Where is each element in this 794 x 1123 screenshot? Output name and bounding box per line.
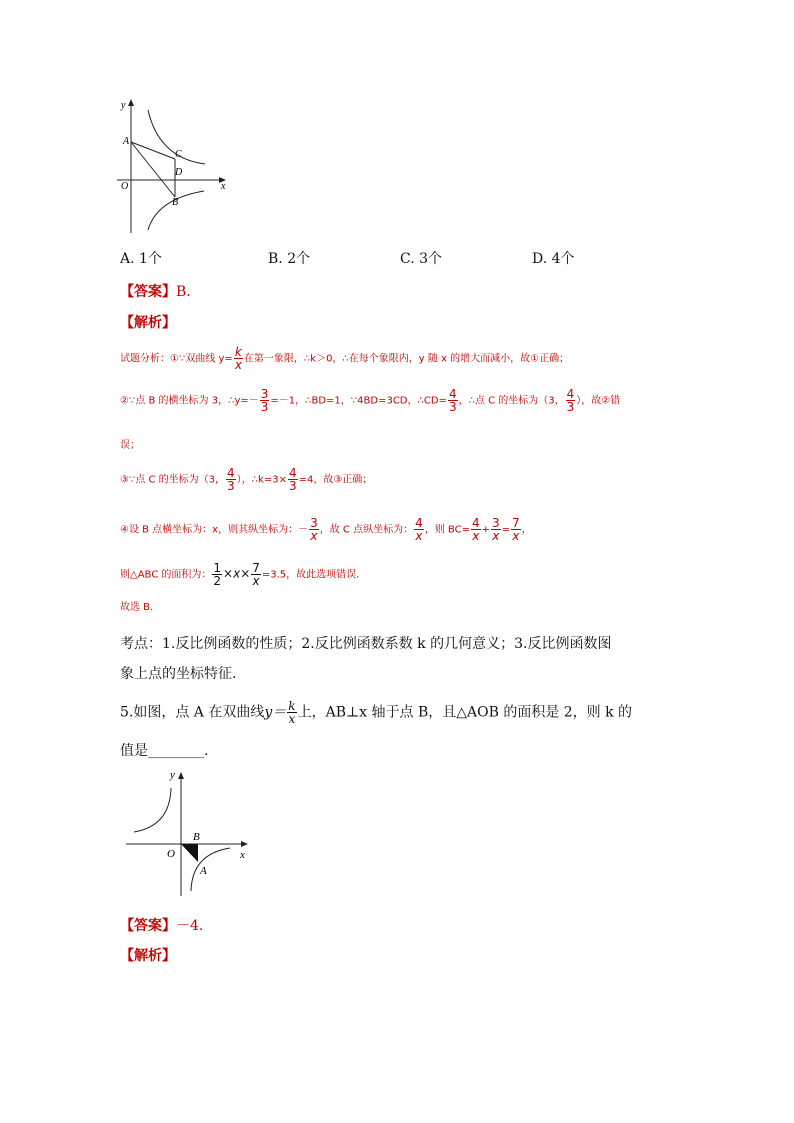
figure-1-label-y: y <box>121 100 126 111</box>
analysis-1-line-6: 则△ABC 的面积为： $\frac{1}{2}$ ×x× $\frac{7}{x}$ =3.5，故此选项错误． <box>120 561 367 588</box>
analysis-1-line-1-a: 试题分析：①∵双曲线 y= <box>120 353 233 365</box>
figure-2-x-arrow <box>241 841 248 847</box>
analysis-1-line-2-frac-1: $\frac{3}{3}$ <box>260 387 269 414</box>
figure-2-upper-left-branch <box>134 788 171 832</box>
answer-2 <box>120 915 203 935</box>
analysis-2-heading-text: 【解析】 <box>120 948 176 964</box>
choice-b: B. 2个 <box>268 251 311 267</box>
answer-2-value: －4. <box>176 918 204 934</box>
analysis-1-line-4-frac-2: $\frac{4}{3}$ <box>288 466 297 493</box>
answer-1 <box>120 281 191 301</box>
figure-2-label-a: A <box>200 865 207 877</box>
question-5-line-2: 值是________. <box>120 743 209 759</box>
answer-2-bracket: 【答案】 <box>120 918 176 934</box>
question-5-y-eq: y＝ <box>264 704 287 721</box>
analysis-1-line-5-frac-4: $\frac{3}{x}$ <box>492 516 500 543</box>
figure-1-label-c: C <box>175 149 182 160</box>
kaodian-line-1: 考点：1.反比例函数的性质；2.反比例函数系数 k 的几何意义；3.反比例函数图 <box>120 636 612 652</box>
analysis-1-line-5-frac-1: $\frac{3}{x}$ <box>310 516 318 543</box>
figure-1-y-arrow <box>128 99 134 106</box>
analysis-1-line-1-b: 在第一象限，∴k＞0，∴在每个象限内，y 随 x 的增大而减小，故①正确； <box>243 353 570 365</box>
figure-2-y-arrow <box>178 772 184 779</box>
question-5-frac-k-over-x: $\frac{k}{x}$ <box>288 699 296 726</box>
figure-2-label-b: B <box>193 831 200 843</box>
analysis-1-line-4: ③∵点 C 的坐标为（3， $\frac{4}{3}$ ），∴k=3× $\frac{4}{3}$ =4，故③正确； <box>120 466 373 493</box>
figure-1-label-d: D <box>175 167 183 178</box>
question-5-part-2: 上，AB⊥x 轴于点 B，且△AOB 的面积是 2，则 k 的 <box>297 704 633 721</box>
analysis-1-line-6-frac-1: $\frac{1}{2}$ <box>213 561 222 588</box>
analysis-1-line-7: 故选 B． <box>120 602 161 613</box>
analysis-2-heading <box>120 945 176 965</box>
analysis-1-heading <box>120 312 176 332</box>
analysis-1-line-5-frac-5: $\frac{7}{x}$ <box>512 516 520 543</box>
analysis-1-line-5-frac-2: $\frac{4}{x}$ <box>415 516 423 543</box>
analysis-1-line-5: ④设 B 点横坐标为：x，则其纵坐标为：－ $\frac{3}{x}$ ，故 C 点纵坐标为： $\frac{4}{x}$ ，则 BC= $\frac{4}{x}$ + $\frac{3}{x}$ = $\frac{7}{x}$ ， <box>120 516 532 543</box>
question-5-line-1 <box>120 700 632 725</box>
figure-2-hyperbola-graph <box>120 766 255 900</box>
figure-1-label-x: x <box>221 181 226 192</box>
choice-d: D. 4个 <box>532 251 575 267</box>
figure-1-label-a: A <box>123 136 130 147</box>
analysis-1-frac-k-over-x: $\frac{k}{x}$ <box>234 345 242 372</box>
figure-1-label-b: B <box>172 197 179 208</box>
answer-1-value: B. <box>176 284 191 300</box>
figure-1-label-o: O <box>121 181 129 192</box>
choice-a: A. 1个 <box>120 251 162 267</box>
analysis-1-line-2: ②∵点 B 的横坐标为 3，∴y=－ $\frac{3}{3}$ =－1，∴BD=1，∵4BD=3CD，∴CD= $\frac{4}{3}$ ，∴点 C 的坐标为（3， $\frac{4}{3}$ ），故②错 <box>120 387 621 414</box>
analysis-1-heading-text: 【解析】 <box>120 315 176 331</box>
figure-1-hyperbola-graph <box>115 96 230 238</box>
choice-c: C. 3个 <box>400 251 443 267</box>
figure-2-label-o: O <box>167 848 175 860</box>
kaodian-line-2: 象上点的坐标特征. <box>120 666 237 682</box>
figure-2-label-y: y <box>170 769 175 781</box>
answer-1-bracket: 【答案】 <box>120 284 176 300</box>
analysis-1-line-4-frac-1: $\frac{4}{3}$ <box>227 466 235 493</box>
analysis-1-line-2-frac-2: $\frac{4}{3}$ <box>448 387 457 414</box>
figure-2-shaded-triangle-aob <box>181 844 198 862</box>
question-5-part-1: 5.如图，点 A 在双曲线 <box>120 704 265 721</box>
figure-2-label-x: x <box>240 849 245 861</box>
analysis-1-line-5-frac-3: $\frac{4}{x}$ <box>471 516 480 543</box>
analysis-1-line-2-frac-3: $\frac{4}{3}$ <box>566 387 575 414</box>
analysis-1-line-6-frac-2: $\frac{7}{x}$ <box>252 561 260 588</box>
analysis-1-line-1 <box>120 346 569 371</box>
analysis-1-line-3: 误； <box>120 440 140 451</box>
